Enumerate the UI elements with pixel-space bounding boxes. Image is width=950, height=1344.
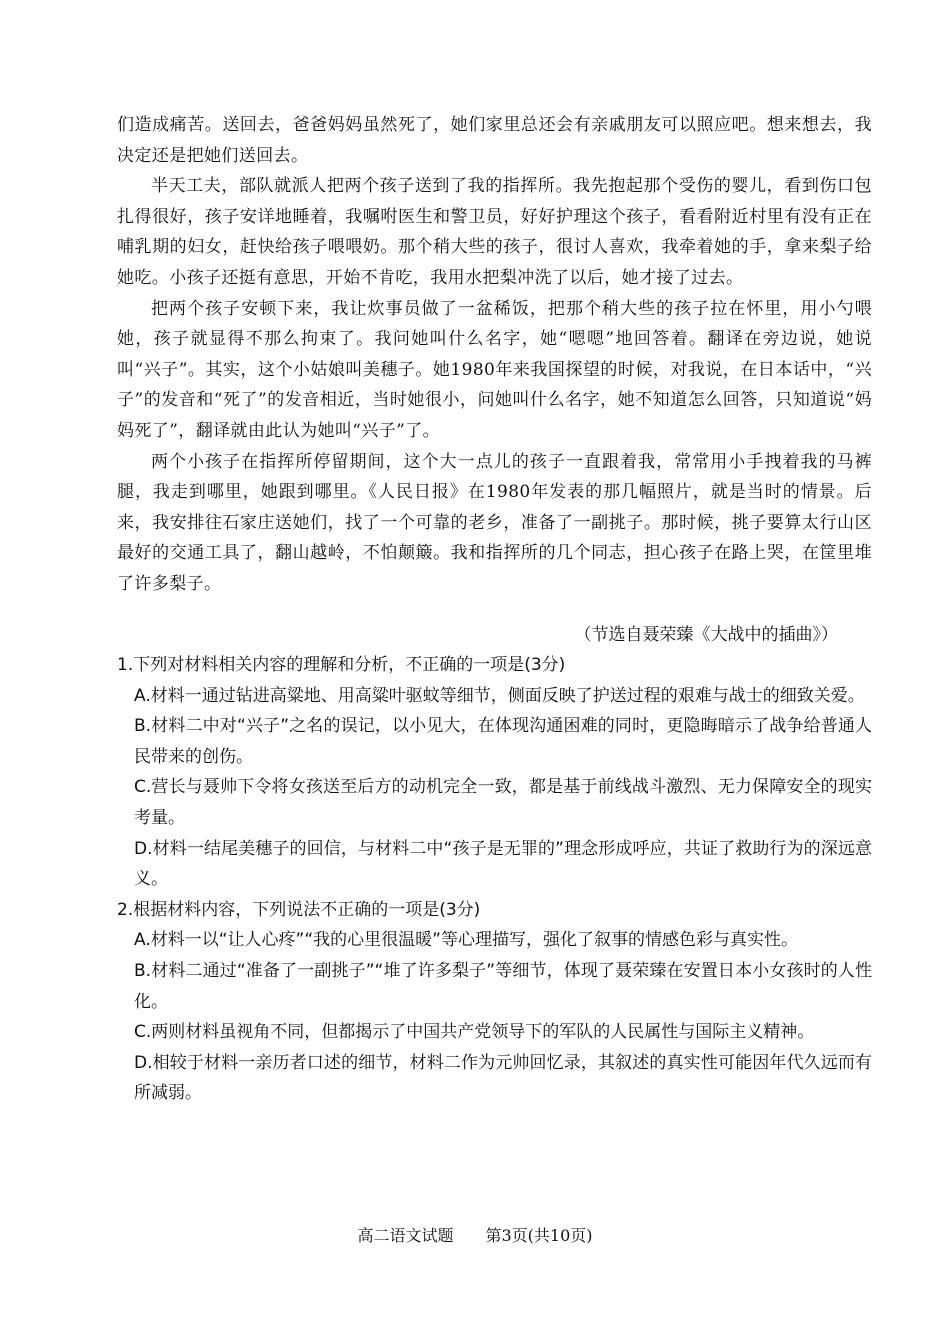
- passage-source-citation: （节选自聂荣臻《大战中的插曲》）: [574, 625, 838, 645]
- passage-paragraph: 把两个孩子安顿下来，我让炊事员做了一盆稀饭，把那个稍大些的孩子拉在怀里，用小勺喂她，孩子就显得不那么拘束了。我问她叫什么名字，她“嗯嗯”地回答着。翻译在旁边说，她说叫“兴子”。其实，这个小姑娘叫美穗子。她1980年来我国探望的时候，对我说，在日本话中，“兴子”的发音和“死了”的发音相近，当时她很小，问她叫什么名字，她不知道怎么回答，只知道说“妈妈死了”，翻译就由此认为她叫“兴子”了。: [117, 298, 872, 441]
- question-2: [117, 895, 872, 1109]
- option-b: B.材料二通过“准备了一副挑子”“堆了许多梨子”等细节，体现了聂荣臻在安置日本小女孩时的人性化。: [134, 960, 872, 1012]
- footer-page-number: 第3页(共10页): [485, 1226, 593, 1245]
- option-b: B.材料二中对“兴子”之名的误记，以小见大，在体现沟通困难的同时，更隐晦暗示了战争给普通人民带来的创伤。: [134, 716, 872, 767]
- question-stem: 1.下列对材料相关内容的理解和分析，不正确的一项是(3分): [117, 655, 566, 675]
- option-a: A.材料一通过钻进高粱地、用高粱叶驱蚊等细节，侧面反映了护送过程的艰难与战士的细致关爱。: [134, 685, 865, 706]
- page-footer: [0, 1224, 950, 1248]
- passage-paragraph: 们造成痛苦。送回去，爸爸妈妈虽然死了，她们家里总还会有亲戚朋友可以照应吧。想来想去，我决定还是把她们送回去。: [117, 115, 872, 166]
- option-a: A.材料一以“让人心疼”“我的心里很温暖”等心理描写，强化了叙事的情感色彩与真实性。: [134, 930, 798, 951]
- footer-subject: 高二语文试题: [357, 1226, 454, 1245]
- option-d: D.相较于材料一亲历者口述的细节，材料二作为元帅回忆录，其叙述的真实性可能因年代久远而有所减弱。: [134, 1052, 872, 1104]
- question-1: [117, 650, 872, 895]
- question-stem: 2.根据材料内容，下列说法不正确的一项是(3分): [117, 899, 481, 920]
- option-d: D.材料一结尾美穗子的回信，与材料二中“孩子是无罪的”理念形成呼应，共证了救助行为的深远意义。: [134, 838, 872, 890]
- option-c: C.营长与聂帅下令将女孩送至后方的动机完全一致，都是基于前线战斗激烈、无力保障安全的现实考量。: [134, 777, 872, 828]
- option-c: C.两则材料虽视角不同，但都揭示了中国共产党领导下的军队的人民属性与国际主义精神。: [134, 1022, 815, 1043]
- passage-paragraph: 两个小孩子在指挥所停留期间，这个大一点儿的孩子一直跟着我，常常用小手拽着我的马裤腿，我走到哪里，她跟到哪里。《人民日报》在1980年发表的那几幅照片，就是当时的情景。后来，我安排往石家庄送她们，找了一个可靠的老乡，准备了一副挑子。那时候，挑子要算太行山区最好的交通工具了，翻山越岭，不怕颠簸。我和指挥所的几个同志，担心孩子在路上哭，在筐里堆了许多梨子。: [117, 451, 872, 594]
- question-list: [117, 650, 872, 1109]
- passage-paragraph: 半天工夫，部队就派人把两个孩子送到了我的指挥所。我先抱起那个受伤的婴儿，看到伤口包扎得很好，孩子安详地睡着，我嘱咐医生和警卫员，好好护理这个孩子，看看附近村里有没有正在哺乳期的妇女，赶快给孩子喂喂奶。那个稍大些的孩子，很讨人喜欢，我牵着她的手，拿来梨子给她吃。小孩子还挺有意思，开始不肯吃，我用水把梨冲洗了以后，她才接了过去。: [117, 176, 872, 288]
- reading-passage: [117, 110, 872, 600]
